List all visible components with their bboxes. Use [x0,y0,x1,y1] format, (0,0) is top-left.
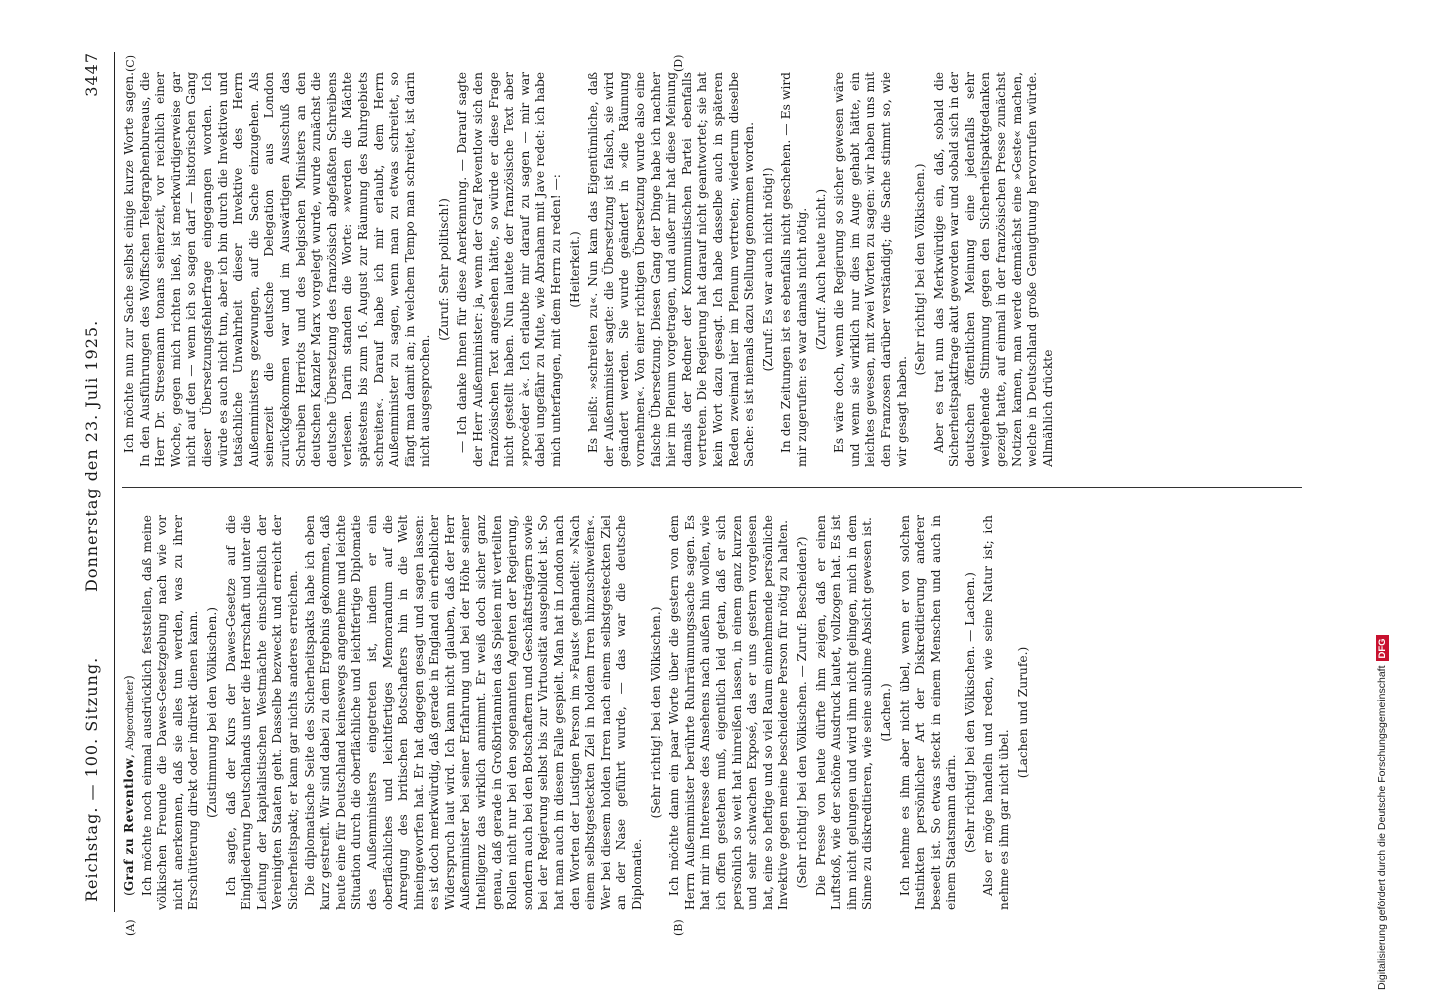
interjection: (Zuruf: Auch heute nicht.) [813,188,828,351]
page-number: 3447 [82,52,101,97]
digitization-credit [1376,635,1389,990]
paragraph: Es wäre doch, wenn die Regierung so sicher gewesen wäre und wenn sie wirklich nur dies im Auge gehabt hätte, ein leichtes gewesen, mit zwei Worten zu sagen: wir haben uns mit den Franzosen darüber verständigt; die Sache stimmt so, wie wir gesagt haben. [832,72,909,467]
speaker-name: Graf zu Reventlow [122,758,136,892]
paragraph: Ich sagte, daß der Kurs der Dawes-Gesetze auf die Eingliederung Deutschlands unter die Herrschaft und unter die Leitung der kapitalistischen Westmächte einschließlich der Vereinigten Staaten geht. Dasselbe bezweckt und erreicht der Sicherheitspakt; er kann gar nichts anderes erreichen. [223,515,300,910]
interjection: (Lachen.) [878,683,893,742]
paragraph: Ich möchte dann ein paar Worte über die gestern von dem Herrn Außenminister berührte Ruhrräumungssache sagen. Es hat mir im Interesse des Ansehens nach außen hin wollen, wie ich offen gestehen muß, eigentlich leid getan, daß er sich persönlich so weit hat hinreißen lassen, in einem ganz kurzen und sehr schwachen Exposé, das er uns gestern vorgelesen hat, eine so heftige und so viel Raum einnehmende persönliche Invektive gegen meine bescheidene Person für nötig zu halten. [667,515,791,910]
column-divider [122,487,1302,488]
paragraph: In den Zeitungen ist es ebenfalls nicht geschehen. — Es wird mir zugerufen: es war damals nicht nötig. [779,72,809,467]
paragraph: — Ich danke Ihnen für diese Anerkennung. — Darauf sagte der Herr Außenminister: ja, wenn der Graf Reventlow sich den französischen Text angesehen hätte, so würde er diese Frage nicht gestellt haben. Nun lautete der französische Text aber »procéder à«. Ich erlaubte mir darauf zu sagen — mir war dabei ungefähr zu Mute, wie Abraham mit Jave redet: ich habe mich unterfangen, mit dem Herrn zu reden! —: [455,72,564,467]
interjection: (Sehr richtig! bei den Völkischen.) [648,606,663,819]
interjection: (Sehr richtig! bei den Völkischen.) [913,163,928,376]
paragraph: Aber es trat nun das Merkwürdige ein, daß, sobald die Sicherheitspaktfrage akut geworden war und sobald sich in der deutschen öffentlichen Meinung eine jedenfalls sehr weitgehende Stimmung gegen den Sicherheitspaktgedanken gezeigt hatte, auf einmal in der französischen Presse zunächst Notizen kamen, man werde demnächst eine »Geste« machen, welche in Deutschland große Genugtuung hervorrufen würde. Allmählich drückte [931,72,1055,467]
paragraph: Ich nehme es ihm aber nicht übel, wenn er von solchen Instinkten persönlicher Art der Diskreditierung anderer beseelt ist. So etwas steckt in einem Menschen und auch in einem Staatsmann darin. [897,515,959,910]
paragraph: Ich möchte nun zur Sache selbst einige kurze Worte sagen. In den Ausführungen des Wolffschen Telegraphenbureaus, die Herr Dr. Stresemann tonans seinerzeit, vor reichlich einer Woche, gegen mich richten ließ, ist merkwürdigerweise gar nicht auf den — wenn ich so sagen darf — historischen Gang dieser Übersetzungsfehlerfrage eingegangen worden. Ich würde es auch nicht tun, aber ich bin durch die Invektiven und tatsächliche Unwahrheit dieser Invektive des Herrn Außenministers gezwungen, auf die Sache einzugehen. Als seinerzeit die deutsche Delegation aus London zurückgekommen war und im Auswärtigen Ausschuß das Schreiben Herriots und des belgischen Ministers an den deutschen Kanzler Marx vorgelegt wurde, wurde zunächst die deutsche Übersetzung des französisch abgefaßten Schreibens verlesen. Darin standen die Worte: »werden die Mächte spätestens bis zum 16. August zur Räumung des Ruhrgebiets schreiten«. Darauf habe ich mir erlaubt, dem Herrn Außenminister zu sagen, wenn man zu etwas schreitet, so fängt man damit an; in welchem Tempo man schreitet, ist darin nicht ausgesprochen. [122,72,433,467]
interjection: (Sehr richtig! bei den Völkischen. — Zuruf: Bescheiden?) [794,536,809,889]
interjection: (Zuruf: Es war auch nicht nötig!) [760,167,775,372]
right-column [122,72,1307,467]
speaker-line: (Graf zu Reventlow, Abgeordneter) [122,675,136,896]
interjection: (Heiterkeit.) [567,231,582,308]
left-column [122,515,1307,910]
interjection: (Lachen und Zurufe.) [1015,646,1030,779]
page-header [72,52,115,912]
margin-mark-d: (D) [672,54,685,72]
header-date: Donnerstag den 23. Juli 1925. [82,319,101,592]
paragraph: Ich möchte noch einmal ausdrücklich feststellen, daß meine völkischen Freunde die Dawes-Gesetzgebung nach wie vor nicht anerkennen, daß sie alles tun werden, was zu ihrer Erschütterung direkt oder indirekt dienen kann. [139,515,201,910]
paragraph: Die Presse von heute dürfte ihm zeigen, daß er einen Luftstoß, wie der schöne Ausdruck lautet, vollzogen hat. Es ist ihm nicht gelungen und wird ihm nicht gelingen, mich in dem Sinne zu diskreditieren, wie seine sublime Absicht gewesen ist. [813,515,875,910]
margin-mark-c: (C) [124,55,137,72]
paragraph: Also er möge handeln und reden, wie seine Natur ist; ich nehme es ihm gar nicht übel. [981,515,1012,910]
interjection: (Zustimmung bei den Völkischen.) [204,607,219,818]
margin-mark-a: (A) [124,919,137,936]
rotated-page [72,52,1312,936]
paragraph: Die diplomatische Seite des Sicherheitspakts habe ich eben kurz gestreift. Wir sind dabei zu dem Ergebnis gekommen, daß heute eine für Deutschland keineswegs angenehme und leichte Situation durch die oberflächliche und leichtfertige Diplomatie des Außenministers eingetreten ist, indem er ein oberflächliches und leichtfertiges Memorandum auf die Anregung des britischen Botschafters hin in die Welt hineingeworfen hat. Er hat dagegen gesagt und sagen lassen: es ist doch merkwürdig, daß gerade in England ein erheblicher Widerspruch laut wird. Ich kann nicht glauben, daß der Herr Außenminister bei seiner Erfahrung und bei der Höhe seiner Intelligenz das wirklich annimmt. Er weiß doch sicher ganz genau, daß gerade in Großbritannien das Spielen mit verteilten Rollen nicht nur bei den sogenannten Agenten der Regierung, sondern auch bei den Botschaftern und Geschäftsträgern sowie bei der Regierung selbst bis zur Virtuosität ausgebildet ist. So hat man auch in diesem Falle gespielt. Man hat in London nach den Worten der Lustigen Person im »Faust« gehandelt: »Nach einem selbstgesteckten Ziel in holdem Irren hinzuschweifen«. Wer bei diesem holden Irren nach einem selbstgesteckten Ziel an der Nase geführt wurde, — das war die deutsche Diplomatie. [302,515,644,910]
credit-text: Digitalisierung gefördert durch die Deutsche Forschungsgemeinschaft [1376,665,1388,990]
dfg-logo: DFG [1376,635,1389,661]
interjection: (Sehr richtig! bei den Völkischen. — Lachen.) [962,572,977,853]
paragraph: Es heißt: »schreiten zu«. Nun kam das Eigentümliche, daß der Außenminister sagte: die Übersetzung ist falsch, sie wird geändert werden. Sie wurde geändert in »die Räumung vornehmen«. Von einer richtigen Übersetzung wurde also eine falsche Übersetzung. Diesen Gang der Dinge habe ich nachher hier im Plenum vorgetragen, und außer mir hat diese Meinung damals der Redner der Kommunistischen Partei ebenfalls vertreten. Die Regierung hat darauf nicht geantwortet; sie hat kein Wort dazu gesagt. Ich habe dasselbe auch in späteren Reden zweimal hier im Plenum vertreten; wiederum dieselbe Sache: es ist niemals dazu Stellung genommen worden. [586,72,757,467]
interjection: (Zuruf: Sehr politisch!) [436,198,451,341]
margin-mark-b: (B) [672,919,685,936]
speaker-role: Abgeordneter [125,680,136,751]
header-session: Reichstag. — 100. Sitzung. [82,656,101,902]
